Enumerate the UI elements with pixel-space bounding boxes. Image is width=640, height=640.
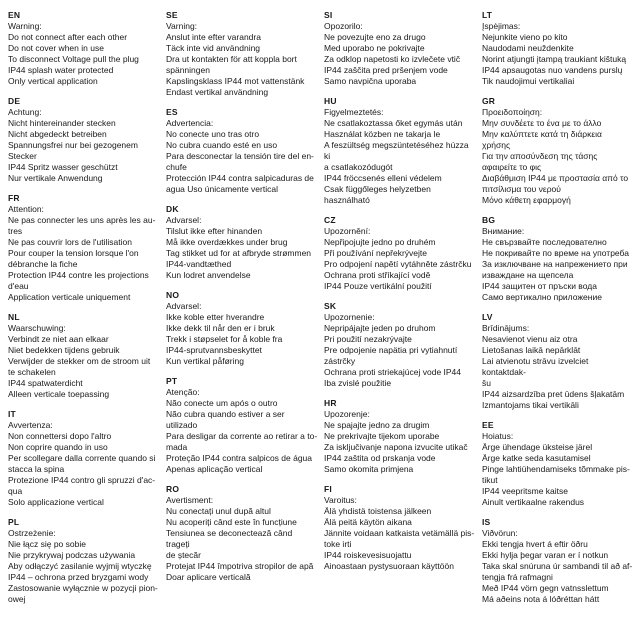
warning-line: Solo applicazione vertical	[8, 497, 104, 507]
warning-line: Endast vertikal användning	[166, 87, 269, 97]
warning-line: Nie przykrywaj podczas używania	[8, 550, 136, 560]
language-section-es	[166, 107, 318, 195]
language-section-dk	[166, 204, 318, 281]
warning-line: Verwijder de stekker om de stroom uit	[8, 356, 151, 366]
warning-line: Csak függőleges helyzetben használható	[324, 184, 431, 205]
warning-line: Pour couper la tension lorsque l'on	[8, 248, 139, 258]
warning-title: Viðvörun:	[482, 528, 518, 538]
warning-line: Má aðeins nota á lóðréttan hátt	[482, 594, 600, 604]
warning-line: owej	[8, 594, 26, 604]
warning-line: Må ikke overdækkes under brug	[166, 237, 288, 247]
language-code: BG	[482, 215, 496, 225]
warning-line: Használat közben ne takarja le	[324, 129, 441, 139]
warning-line: Protection IP44 contre les projections	[8, 270, 149, 280]
warning-line: Nepripájajte jeden po druhom	[324, 323, 436, 333]
warning-line: IP44 splash water protected	[8, 65, 114, 75]
warning-line: IP44-vandtæthed	[166, 259, 232, 269]
warning-title: Ostrzeżenie:	[8, 528, 56, 538]
warning-title: Advarsel:	[166, 301, 202, 311]
warning-line: Nu conectați unul după altul	[166, 506, 271, 516]
warning-line: Jännite voidaan katkaista vetämällä pis-	[324, 528, 475, 538]
warning-line: Ne povezujte eno za drugo	[324, 32, 426, 42]
language-code: RO	[166, 484, 180, 494]
warning-line: πιτσίλισμα του νερού	[482, 184, 561, 194]
warning-line: te schakelen	[8, 367, 56, 377]
warning-line: Norint atjungti įtampą traukiant kištuką	[482, 54, 627, 64]
warning-line: Non coprire quando in uso	[8, 442, 108, 452]
warning-line: toke irti	[324, 539, 352, 549]
warning-title: Varoitus:	[324, 495, 357, 505]
warning-line: IP44-sprutvannsbeskyttet	[166, 345, 262, 355]
language-section-bg	[482, 215, 634, 303]
warning-line: Kun vertikal påføring	[166, 356, 244, 366]
language-section-no	[166, 290, 318, 367]
warning-line: Não cubra quando estiver a ser utilizado	[166, 409, 285, 430]
warning-line: tikut	[482, 475, 498, 485]
warning-line: de ștecăr	[166, 550, 201, 560]
warning-line: Ne pas connecter les uns après les au-	[8, 215, 156, 225]
warning-line: spänningen	[166, 65, 210, 75]
warning-line: Ochrana proti stříkající vodě	[324, 270, 431, 280]
warning-title: Varning:	[166, 21, 198, 31]
warning-line: Ochrana proti striekajúcej vode IP44	[324, 367, 462, 377]
warning-line: Protejat IP44 împotriva stropilor de apă	[166, 561, 314, 571]
warning-line: Ainult vertikaalne rakendus	[482, 497, 585, 507]
warning-line: Nejunkite vieno po kito	[482, 32, 568, 42]
warning-line: No cubra cuando esté en uso	[166, 140, 278, 150]
language-section-se	[166, 10, 318, 98]
warning-line: Non connettersi dopo l'altro	[8, 431, 112, 441]
warning-line: Za odklop napetosti ko izvlečete vtič	[324, 54, 461, 64]
language-code: ES	[166, 107, 178, 117]
warning-line: IP44 roiskevesisuojattu	[324, 550, 412, 560]
warning-line: Per scollegare dalla corrente quando si	[8, 453, 156, 463]
warning-line: Lai atvienotu strāvu izvelciet kontaktdak-	[482, 356, 589, 377]
language-section-hr	[324, 398, 476, 475]
warning-line: Naudodami neuždenkite	[482, 43, 574, 53]
warning-line: Samo navpična uporaba	[324, 76, 417, 86]
warning-line: Anslut inte efter varandra	[166, 32, 261, 42]
warning-line: Za isključivanje napona izvucite utikač	[324, 442, 468, 452]
language-section-hu	[324, 96, 476, 206]
warning-line: Trekk i støpselet for å koble fra	[166, 334, 283, 344]
language-section-pt	[166, 376, 318, 475]
warning-line: Tilslut ikke efter hinanden	[166, 226, 263, 236]
language-code: HU	[324, 96, 337, 106]
column-2	[166, 10, 318, 592]
warning-line: qua	[8, 486, 23, 496]
warning-line: Do not cover when in use	[8, 43, 104, 53]
language-section-fr	[8, 193, 160, 303]
warning-line: Само вертикално приложение	[482, 292, 602, 302]
warning-line: Application verticale uniquement	[8, 292, 131, 302]
warning-title: Avvertenza:	[8, 420, 53, 430]
warning-line: Protección IP44 contra salpicaduras de	[166, 173, 314, 183]
warning-line: За изключване на напрежението при	[482, 259, 628, 269]
warning-line: Stecker	[8, 151, 37, 161]
warning-title: Figyelmeztetés:	[324, 107, 384, 117]
warning-line: IP44 spatwaterdicht	[8, 378, 83, 388]
language-code: PL	[8, 517, 20, 527]
warning-line: zástrčky	[324, 356, 356, 366]
language-section-de	[8, 96, 160, 184]
warning-line: Για την αποσύνδεση της τάσης	[482, 151, 598, 161]
language-code: NO	[166, 290, 180, 300]
language-code: FI	[324, 484, 332, 494]
warning-line: изваждане на щепсела	[482, 270, 574, 280]
warning-title: Atenção:	[166, 387, 200, 397]
warning-line: Only vertical application	[8, 76, 98, 86]
warning-line: Ne spajajte jedno za drugim	[324, 420, 430, 430]
warning-line: Ikke koble etter hverandre	[166, 312, 265, 322]
warning-title: Upozorenje:	[324, 409, 370, 419]
language-code: IS	[482, 517, 491, 527]
language-code: NL	[8, 312, 20, 322]
warning-line: stacca la spina	[8, 464, 65, 474]
warning-title: Advarsel:	[166, 215, 202, 225]
warning-line: Διαβάθμιση IP44 με προστασία από το	[482, 173, 629, 183]
warning-line: Nur vertikale Anwendung	[8, 173, 103, 183]
language-code: DK	[166, 204, 179, 214]
warning-line: débranche la fiche	[8, 259, 78, 269]
warning-title: Achtung:	[8, 107, 42, 117]
warning-title: Avertisment:	[166, 495, 214, 505]
warning-line: Ärge ühendage üksteise järel	[482, 442, 593, 452]
warning-line: Tag stikket ud for at afbryde strømmen	[166, 248, 312, 258]
warning-line: χρήσης	[482, 140, 511, 150]
language-code: EE	[482, 420, 494, 430]
warning-line: Tensiunea se deconectează când trageți	[166, 528, 293, 549]
language-code: LT	[482, 10, 493, 20]
warning-line: Verbindt ze niet aan elkaar	[8, 334, 109, 344]
warning-line: Apenas aplicação vertical	[166, 464, 263, 474]
warning-line: Při používání nepřekrývejte	[324, 248, 427, 258]
warning-line: Täck inte vid användning	[166, 43, 261, 53]
warning-title: Warning:	[8, 21, 42, 31]
warning-line: Nicht hintereinander stecken	[8, 118, 116, 128]
warning-line: IP44 – ochrona przed bryzgami wody	[8, 572, 149, 582]
warning-line: Doar aplicare verticală	[166, 572, 251, 582]
warning-line: d'eau	[8, 281, 29, 291]
warning-line: Nepřipojujte jedno po druhém	[324, 237, 436, 247]
warning-line: IP44 zaščita pred pršenjem vode	[324, 65, 448, 75]
warning-line: Ne csatlakoztassa őket egymás után	[324, 118, 463, 128]
warning-title: Įspėjimas:	[482, 21, 521, 31]
language-section-lv	[482, 312, 634, 411]
language-code: SE	[166, 10, 178, 20]
warning-line: Ärge katke seda kasutamisel	[482, 453, 591, 463]
language-section-sk	[324, 301, 476, 389]
warning-line: Ainoastaan pystysuoraan käyttöön	[324, 561, 454, 571]
language-section-is	[482, 517, 634, 605]
warning-line: Não conecte um após o outro	[166, 398, 278, 408]
warning-line: IP44 защитен от пръски вода	[482, 281, 597, 291]
language-code: IT	[8, 409, 16, 419]
warning-line: IP44 Spritz wasser geschützt	[8, 162, 118, 172]
warning-line: tres	[8, 226, 23, 236]
warning-line: IP44 fröccsenés elleni védelem	[324, 173, 442, 183]
warning-line: IP44 aizsardzība pret ūdens šļakatām	[482, 389, 625, 399]
warning-line: No conecte uno tras otro	[166, 129, 260, 139]
language-code: EN	[8, 10, 21, 20]
warning-title: Attention:	[8, 204, 44, 214]
language-section-lt	[482, 10, 634, 87]
warning-line: Ekki tengja hvert á eftir öðru	[482, 539, 588, 549]
warning-line: Lietošanas laikā nepārklāt	[482, 345, 581, 355]
warning-line: A feszültség megszüntetéséhez húzza ki	[324, 140, 469, 161]
warning-line: Dra ut kontakten för att koppla bort	[166, 54, 297, 64]
warning-title: Внимание:	[482, 226, 525, 236]
warning-line: Alleen verticale toepassing	[8, 389, 110, 399]
language-code: GR	[482, 96, 496, 106]
warning-line: IP44 Pouze vertikální použití	[324, 281, 432, 291]
warning-line: Tik naudojimui vertikaliai	[482, 76, 575, 86]
warning-line: Með IP44 vörn gegn vatnsslettum	[482, 583, 609, 593]
warning-line: Spannungsfrei nur bei gezogenem	[8, 140, 138, 150]
warning-line: Nicht abgedeckt betreiben	[8, 129, 107, 139]
warning-line: Pro odpojení napětí vytáhněte zástrčku	[324, 259, 472, 269]
warning-line: Nu acoperiți când este în funcțiune	[166, 517, 297, 527]
warning-line: Не покривайте по време на употреба	[482, 248, 629, 258]
language-code: SI	[324, 10, 333, 20]
language-section-nl	[8, 312, 160, 400]
warning-title: Advertencia:	[166, 118, 214, 128]
warning-line: IP44 veepritsme kaitse	[482, 486, 568, 496]
language-code: LV	[482, 312, 493, 322]
warning-title: Hoiatus:	[482, 431, 514, 441]
warning-line: Ikke dekk til når den er i bruk	[166, 323, 275, 333]
warning-line: Ekki hylja þegar varan er í notkun	[482, 550, 609, 560]
warning-line: agua Uso únicamente vertical	[166, 184, 278, 194]
warning-line: Izmantojams tikai vertikāli	[482, 400, 579, 410]
language-section-ro	[166, 484, 318, 583]
column-4	[482, 10, 634, 614]
warning-line: chufe	[166, 162, 187, 172]
warning-title: Upozornenie:	[324, 312, 375, 322]
language-code: DE	[8, 96, 21, 106]
warning-line: Kapslingsklass IP44 mot vattenstänk	[166, 76, 305, 86]
warning-line: Pri použití nezakrývajte	[324, 334, 412, 344]
warning-line: Ne pas couvrir lors de l'utilisation	[8, 237, 132, 247]
warning-line: tengja frá rafmagni	[482, 572, 553, 582]
warning-line: Nie łącz się po sobie	[8, 539, 86, 549]
warning-line: Älä peitä käytön aikana	[324, 517, 412, 527]
warning-line: Do not connect after each other	[8, 32, 128, 42]
language-code: SK	[324, 301, 337, 311]
warning-line: Niet bedekken tijdens gebruik	[8, 345, 120, 355]
warning-title: Upozornění:	[324, 226, 371, 236]
warning-line: Med uporabo ne pokrivajte	[324, 43, 425, 53]
warning-title: Opozorilo:	[324, 21, 363, 31]
language-code: PT	[166, 376, 178, 386]
warning-line: a csatlakozódugót	[324, 162, 393, 172]
warning-title: Brīdinājums:	[482, 323, 530, 333]
language-section-fi	[324, 484, 476, 572]
language-section-en	[8, 10, 160, 87]
language-code: HR	[324, 398, 337, 408]
warning-title: Waarschuwing:	[8, 323, 66, 333]
warning-line: Kun lodret anvendelse	[166, 270, 251, 280]
language-code: CZ	[324, 215, 336, 225]
warning-line: Pre odpojenie napätia pri vytiahnutí	[324, 345, 458, 355]
language-section-ee	[482, 420, 634, 508]
warning-line: Aby odłączyć zasilanie wyjmij wtyczkę	[8, 561, 152, 571]
warning-line: Protezione IP44 contro gli spruzzi d'ac-	[8, 475, 156, 485]
language-section-it	[8, 409, 160, 508]
column-1	[8, 10, 160, 614]
warning-line: Zastosowanie wyłącznie w pozycji pion-	[8, 583, 158, 593]
warning-line: Pinge lahtiühendamiseks tõmmake pis-	[482, 464, 630, 474]
warning-line: Не свързвайте последователно	[482, 237, 607, 247]
warning-line: Μην συνδέετε το ένα με το άλλο	[482, 118, 602, 128]
language-section-si	[324, 10, 476, 87]
warning-line: šu	[482, 378, 491, 388]
warning-line: Μόνο κάθετη εφαρμογή	[482, 195, 571, 205]
warning-line: Ne prekrivajte tijekom uporabe	[324, 431, 440, 441]
language-code: FR	[8, 193, 20, 203]
warning-line: To disconnect Voltage pull the plug	[8, 54, 139, 64]
warning-line: mada	[166, 442, 188, 452]
warning-line: Taka skal snúruna úr sambandi til að af-	[482, 561, 633, 571]
warning-line: Iba zvislé použitie	[324, 378, 392, 388]
warning-line: Nesavienot vienu aiz otra	[482, 334, 578, 344]
warning-line: Älä yhdistä toistensa jälkeen	[324, 506, 432, 516]
column-3	[324, 10, 476, 581]
warning-title: Προειδοποίηση:	[482, 107, 543, 117]
warning-line: Μην καλύπτετε κατά τη διάρκεια	[482, 129, 602, 139]
warning-line: Para desconectar la tensión tire del en-	[166, 151, 314, 161]
warning-line: Samo okomita primjena	[324, 464, 414, 474]
warning-line: Para desligar da corrente ao retirar a to-	[166, 431, 318, 441]
language-section-cz	[324, 215, 476, 292]
warning-line: IP44 zaštita od prskanja vode	[324, 453, 436, 463]
warning-line: Proteção IP44 contra salpicos de água	[166, 453, 313, 463]
language-section-pl	[8, 517, 160, 605]
warning-line: IP44 apsaugotas nuo vandens purslų	[482, 65, 623, 75]
language-section-gr	[482, 96, 634, 206]
warning-line: αφαιρείτε το φις	[482, 162, 542, 172]
